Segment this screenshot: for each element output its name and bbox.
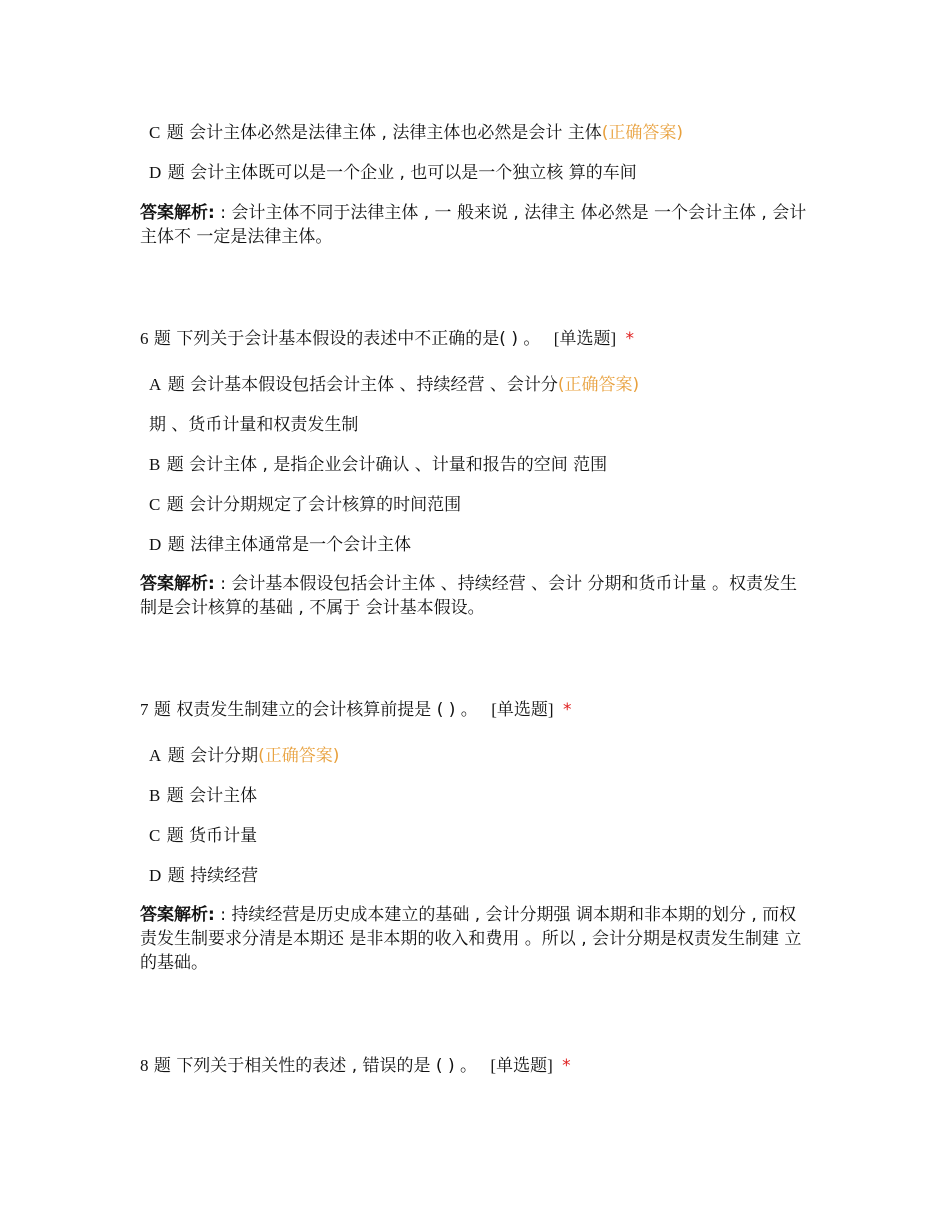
q7-option-a[interactable] xyxy=(149,744,829,768)
correct-answer-mark: (正确答案) xyxy=(557,375,640,395)
q7-analysis xyxy=(140,903,812,975)
option-letter: B xyxy=(149,455,161,474)
question-type: [单选题] xyxy=(553,329,617,348)
question-type: [单选题] xyxy=(491,700,554,719)
option-letter: A xyxy=(149,746,162,765)
option-prefix: 题 xyxy=(166,826,184,846)
analysis-text: : 会计主体不同于法律主体 , 一 般来说 , 法律主 体必然是 一个会计主体 , 会计主体不 一定是法律主体。 xyxy=(140,203,807,247)
q6-option-b[interactable] xyxy=(149,453,829,477)
q6-option-c[interactable] xyxy=(149,493,829,517)
question-text: 下列关于会计基本假设的表述中不正确的是( ) 。 xyxy=(176,329,541,349)
required-mark: * xyxy=(625,329,635,349)
option-text: 持续经营 xyxy=(190,866,259,886)
option-text: 会计主体 , 是指企业会计确认 、计量和报告的空间 范围 xyxy=(189,455,608,475)
q5-option-c[interactable] xyxy=(149,121,829,145)
option-letter: C xyxy=(149,826,161,845)
option-text-continuation: 期 、货币计量和权责发生制 xyxy=(149,415,359,435)
option-prefix: 题 xyxy=(167,163,185,183)
analysis-label: 答案解析: xyxy=(140,574,215,594)
correct-answer-mark: (正确答案) xyxy=(601,123,684,143)
option-letter: D xyxy=(149,866,162,885)
question-number: 8 xyxy=(140,1056,149,1075)
required-mark: * xyxy=(562,700,572,720)
question-prefix: 题 xyxy=(153,700,171,720)
q6-analysis xyxy=(140,572,812,620)
q5-analysis xyxy=(140,201,812,249)
q5-option-d[interactable] xyxy=(149,161,829,185)
analysis-label: 答案解析: xyxy=(140,905,215,925)
option-prefix: 题 xyxy=(167,375,185,395)
question-prefix: 题 xyxy=(153,1056,171,1076)
option-prefix: 题 xyxy=(167,746,185,766)
question-text: 权责发生制建立的会计核算前提是 ( ) 。 xyxy=(176,700,478,720)
q6-option-d[interactable] xyxy=(149,533,829,557)
option-prefix: 题 xyxy=(166,123,184,143)
q7-option-c[interactable] xyxy=(149,824,829,848)
option-text: 法律主体通常是一个会计主体 xyxy=(190,535,412,555)
analysis-text: : 会计基本假设包括会计主体 、持续经营 、会计 分期和货币计量 。权责发生制是会计核算的基础 , 不属于 会计基本假设。 xyxy=(140,574,797,618)
option-text: 会计主体 xyxy=(189,786,258,806)
option-letter: C xyxy=(149,495,161,514)
question-number: 6 xyxy=(140,329,149,348)
option-text: 会计分期规定了会计核算的时间范围 xyxy=(189,495,462,515)
option-letter: B xyxy=(149,786,161,805)
question-number: 7 xyxy=(140,700,149,719)
question-text: 下列关于相关性的表述 , 错误的是 ( ) 。 xyxy=(176,1056,477,1076)
q7-option-b[interactable] xyxy=(149,784,829,808)
option-letter: A xyxy=(149,375,162,394)
required-mark: * xyxy=(562,1056,571,1076)
question-type: [单选题] xyxy=(490,1056,553,1075)
option-prefix: 题 xyxy=(166,495,184,515)
question-prefix: 题 xyxy=(153,329,171,349)
option-text: 货币计量 xyxy=(189,826,258,846)
q7-stem xyxy=(140,698,820,722)
option-prefix: 题 xyxy=(166,455,184,475)
q6-stem xyxy=(140,327,820,351)
option-letter: D xyxy=(149,535,162,554)
q8-stem xyxy=(140,1054,820,1078)
option-text: 会计基本假设包括会计主体 、持续经营 、会计分 xyxy=(190,375,558,395)
option-prefix: 题 xyxy=(167,866,185,886)
analysis-label: 答案解析: xyxy=(140,203,215,223)
correct-answer-mark: (正确答案) xyxy=(258,746,340,766)
option-text: 会计分期 xyxy=(190,746,259,766)
q6-option-a[interactable] xyxy=(149,373,829,397)
option-letter: D xyxy=(149,163,162,182)
option-letter: C xyxy=(149,123,161,142)
option-text: 会计主体既可以是一个企业 , 也可以是一个独立核 算的车间 xyxy=(190,163,637,183)
analysis-text: : 持续经营是历史成本建立的基础 , 会计分期强 调本期和非本期的划分 , 而权责发生制要求分清是本期还 是非本期的收入和费用 。所以 , 会计分期是权责发生制建 立的基础。 xyxy=(140,905,802,973)
q6-option-a-continuation xyxy=(149,413,829,437)
option-prefix: 题 xyxy=(167,535,185,555)
option-text: 会计主体必然是法律主体 , 法律主体也必然是会计 主体 xyxy=(189,123,602,143)
option-prefix: 题 xyxy=(166,786,184,806)
q7-option-d[interactable] xyxy=(149,864,829,888)
